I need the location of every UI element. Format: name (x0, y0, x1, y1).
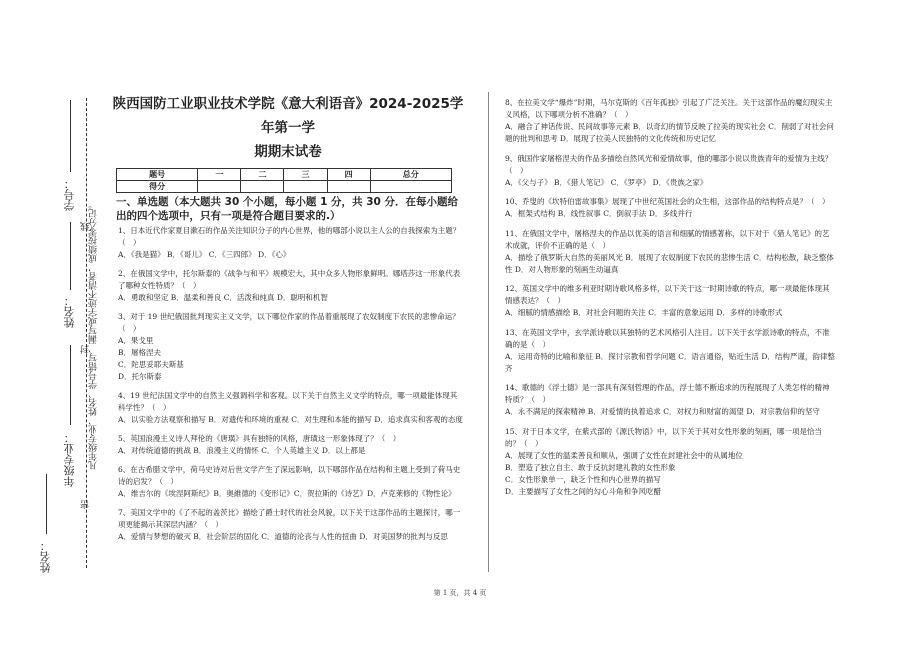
notice-text: 凡年级专业、姓名、学号错写、漏写或字迹不清者，成绩按零分记。 (89, 200, 99, 470)
question-options: A．勇敢和坚定 B．温柔和善良 C．活泼和纯真 D．聪明和机智 (118, 293, 328, 302)
question-item (118, 464, 464, 500)
exam-title-line2: 期期末试卷 (254, 144, 322, 160)
question-options: A．运用奇特的比喻和象征 B．探讨宗教和哲学问题 C．语言通俗，贴近生活 D．结构严谨，韵律整齐 (505, 351, 835, 373)
question-options: D．托尔斯泰 (118, 372, 162, 381)
question-options: A．维吉尔的《埃涅阿斯纪》B．奥維德的《变形记》C．贺拉斯的《诗艺》D．卢克莱修的《物性论》 (118, 489, 456, 498)
column-divider (488, 92, 489, 572)
question-options: A．描绘了俄罗斯大自然的美丽风光 B．展现了农奴制度下农民的悲惨生活 C．结构松散，缺乏整体性 D．对人物形象的刻画生动逼真 (505, 252, 834, 274)
question-stem: 15、对于日本文学，在紫式部的《源氏物语》中，以下关于其对女性形象的刻画，哪一项是恰当的？（ ） (505, 426, 823, 448)
question-options: A．框架式结构 B．线性叙事 C．倒叙手法 D．多线并行 (505, 209, 693, 218)
question-options: A．《父与子》 B．《猎人笔记》 C．《罗亭》 D．《贵族之家》 (505, 177, 708, 187)
question-options: C．女性形象单一，缺乏个性和内心世界的描写 (505, 474, 661, 484)
right-question-list (505, 97, 835, 498)
question-stem: 1、日本近代作家夏目漱石的作品关注知识分子的内心世界，他的哪部小说以主人公的自我探索为主题？（ ） (118, 226, 461, 247)
exam-title-line1: 陕西国防工业职业技术学院《意大利语音》2024-2025学年第一学 (112, 96, 464, 136)
seal-feng-char: 封 (81, 345, 91, 354)
question-options: A．对传统道德的挑战 B．浪漫主义的情怀 C．个人英雄主义 D．以上都是 (118, 446, 366, 455)
score-cell[interactable] (370, 181, 451, 193)
seal-mi-char: 密 (81, 500, 91, 509)
question-options: C．陀思妥耶夫斯基 (118, 360, 184, 369)
score-header-cell: 四 (327, 169, 370, 181)
score-header-cell: 三 (284, 169, 327, 181)
question-stem: 4、19 世纪法国文学中的自然主义强调科学和客观。以下关于自然主义文学的特点，哪一项最能体现其科学性？（ ） (118, 391, 458, 412)
question-options: A．细腻的情感描绘 B．对社会问题的关注 C．丰富的意象运用 D．多样的诗歌形式 (505, 308, 783, 317)
question-stem: 2、在俄国文学中，托尔斯泰的《战争与和平》规模宏大，其中众多人物形象鲜明。娜塔莎这一形象代表了哪种女性特质？（ ） (118, 269, 461, 290)
question-item (505, 153, 835, 189)
grade-major-line (70, 345, 71, 425)
question-options: D．主要描写了女性之间的勾心斗角和争风吃醋 (505, 486, 662, 496)
question-item (505, 327, 835, 375)
question-item (505, 97, 835, 145)
score-table (116, 168, 452, 193)
question-options: B．塑造了独立自主、敢于反抗封建礼教的女性形象 (505, 462, 676, 472)
question-stem: 14、歌德的《浮士德》是一部具有深刻哲理的作品，浮士德不断追求的历程展现了人类怎样的精神特质？（ ） (505, 383, 830, 404)
question-options: A．果戈里 (118, 336, 154, 345)
question-item (118, 225, 464, 261)
question-item (118, 433, 464, 457)
question-item (505, 426, 835, 498)
question-stem: 6、在古希腊文学中，荷马史诗对后世文学产生了深远影响，以下哪部作品在结构和主题上受到了荷马史诗的启发？（ ） (118, 465, 461, 486)
question-stem: 3、对于 19 世纪俄国批判现实主义文学，以下哪位作家的作品着重展现了农奴制度下农民的悲惨命运？（ ） (118, 312, 460, 333)
seal-xian-char: 线 (81, 222, 91, 231)
score-header-cell: 二 (241, 169, 284, 181)
page-number: 第 1 页，共 4 页 (433, 589, 487, 597)
name-label: 姓名： (63, 295, 76, 328)
name-bottom-label: 姓名： (39, 540, 52, 573)
question-stem: 9、俄国作家屠格涅夫的作品多描绘自然风光和爱情故事，他的哪部小说以贵族青年的爱情为主线？（ ） (505, 153, 833, 175)
question-stem: 7、美国文学中的《了不起的盖茨比》描绘了爵士时代的社会风貌，以下关于这部作品的主题探讨，哪一项更能揭示其深层内涵？（ ） (118, 508, 461, 529)
question-item (505, 382, 835, 418)
question-item (505, 283, 835, 319)
question-item (505, 196, 835, 220)
question-stem: 12、英国文学中的维多利亚时期诗歌风格多样，以下关于这一时期诗歌的特点，哪一项最能体现其情感表达？（ ） (505, 284, 830, 305)
question-item (118, 390, 464, 426)
score-header-cell: 总分 (370, 169, 451, 181)
question-options: A．融合了神话传说、民间故事等元素 B．以奇幻的情节反映了拉美的现实社会 C．削弱了对社会问题的批判和思考 D．展现了拉美人民独特的文化传统和历史记忆 (505, 122, 834, 143)
binding-margin (0, 0, 105, 651)
student-id-label: 学号： (63, 178, 76, 211)
score-cell[interactable] (327, 181, 370, 193)
question-stem: 8、在拉美文学“爆炸”时期，马尔克斯的《百年孤独》引起了广泛关注。关于这部作品的魔幻现实主义风格，以下哪项分析不准确？（ ） (505, 98, 833, 119)
left-column (112, 92, 464, 550)
question-stem: 10、乔叟的《坎特伯雷故事集》展现了中世纪英国社会的众生相，这部作品的结构特点是？（ ） (505, 197, 830, 206)
name-bottom-line (46, 474, 47, 534)
score-row-label: 得分 (117, 181, 198, 193)
score-header-cell: 一 (198, 169, 241, 181)
section-heading: 一、单选题（本大题共 30 个小题，每小题 1 分，共 30 分．在每小题给出的四个选项中，只有一项是符合题目要求的.） (116, 196, 458, 222)
question-item (118, 507, 464, 543)
question-item (118, 311, 464, 383)
student-id-line (70, 100, 71, 172)
seal-dashed-line (86, 98, 87, 568)
question-options: B．屠格涅夫 (118, 348, 162, 357)
question-options: A．《我是猫》 B．《哥儿》 C．《三四郎》 D．《心》 (118, 250, 291, 259)
score-header-cell: 题号 (117, 169, 198, 181)
score-table-header (117, 169, 452, 181)
name-line (70, 222, 71, 290)
question-options: A．展现了女性的温柔善良和顺从，强调了女性在封建社会中的从属地位 (505, 450, 743, 460)
score-cell[interactable] (284, 181, 327, 193)
score-cell[interactable] (198, 181, 241, 193)
question-options: A．永不满足的探索精神 B．对爱情的执着追求 C．对权力和财富的渴望 D．对宗教信仰的坚守 (505, 407, 820, 416)
question-options: A．以实验方法观察和描写 B．对遗传和环境的重视 C．对生理和本能的描写 D．追求真实和客观的态度 (118, 415, 463, 424)
left-question-list (112, 225, 464, 543)
score-table-row (117, 181, 452, 193)
question-stem: 11、在俄国文学中，屠格涅夫的作品以优美的语言和细腻的情感著称，以下对于《猎人笔记》的艺术成就，评价不正确的是（ ） (505, 228, 830, 250)
right-column (505, 97, 835, 505)
score-cell[interactable] (241, 181, 284, 193)
question-stem: 13、在英国文学中，玄学派诗歌以其独特的艺术风格引人注目。以下关于玄学派诗歌的特点，不准确的是（ ） (505, 327, 830, 349)
question-stem: 5、英国浪漫主义诗人拜伦的《唐璜》具有独特的风格，唐璜这一形象体现了？（ ） (118, 434, 401, 443)
grade-major-label: 年级专业： (63, 432, 76, 487)
question-item (118, 268, 464, 304)
question-options: A．爱情与梦想的破灭 B．社会阶层的固化 C．道德的沦丧与人性的扭曲 D．对美国梦的批判与反思 (118, 532, 448, 541)
question-item (505, 228, 835, 276)
